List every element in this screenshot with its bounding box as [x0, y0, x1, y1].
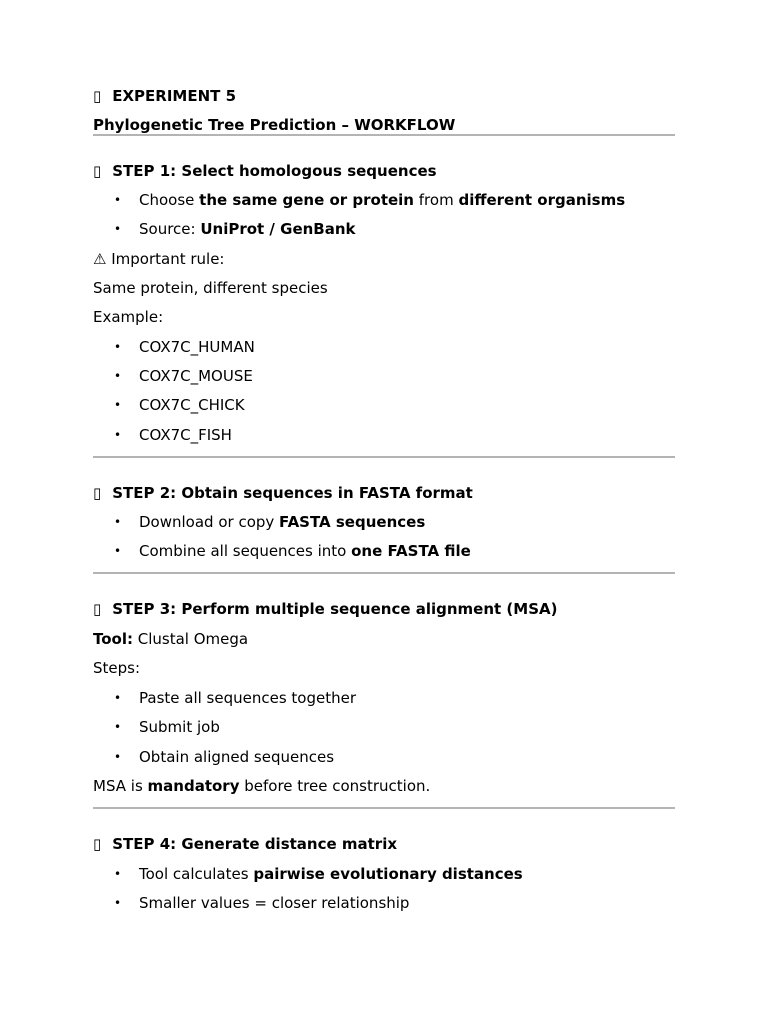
text-run: from [414, 191, 459, 209]
document-page [93, 87, 675, 912]
text-run: Choose [139, 191, 200, 209]
text-run: Source: [139, 220, 201, 238]
steps-label: Steps: [93, 659, 141, 677]
important-rule-text: Important rule: [106, 250, 225, 268]
list-item: • Obtain aligned sequences [93, 748, 675, 766]
list-item [93, 191, 675, 209]
placeholder-glyph-icon: ▯ [93, 835, 102, 853]
text-run-bold: pairwise evolutionary distances [253, 865, 523, 883]
list-item [93, 542, 675, 560]
list-item [93, 220, 675, 238]
list-item [93, 865, 675, 883]
msa-note [93, 777, 675, 795]
step3-heading [93, 600, 675, 618]
section-divider [93, 807, 675, 809]
step3-list [93, 689, 675, 766]
important-rule-label [93, 250, 675, 268]
text-run-bold: different organisms [458, 191, 626, 209]
section-divider [93, 134, 675, 136]
text-run: before tree construction. [239, 777, 431, 795]
text-run: Combine all sequences into [139, 542, 352, 560]
text-run-bold: FASTA sequences [279, 513, 426, 531]
step1-heading-text: STEP 1: Select homologous sequences [112, 162, 437, 180]
text-run: Download or copy [139, 513, 280, 531]
step1-list [93, 191, 675, 238]
step1-heading [93, 162, 675, 180]
list-item: • Submit job [93, 718, 675, 736]
step3-heading-text: STEP 3: Perform multiple sequence alignment (MSA) [112, 600, 558, 618]
step2-heading [93, 484, 675, 502]
list-item: • COX7C_FISH [93, 426, 675, 444]
step2-list [93, 513, 675, 560]
workflow-subtitle: Phylogenetic Tree Prediction – WORKFLOW [93, 116, 456, 134]
list-item [93, 513, 675, 531]
section-divider [93, 572, 675, 574]
text-run: Tool calculates [139, 865, 254, 883]
tool-value: Clustal Omega [133, 630, 249, 648]
section-divider [93, 456, 675, 458]
list-item: • COX7C_CHICK [93, 396, 675, 414]
text-run-bold: UniProt / GenBank [200, 220, 356, 238]
list-item: • COX7C_HUMAN [93, 338, 675, 356]
tool-line [93, 630, 675, 648]
step4-heading-text: STEP 4: Generate distance matrix [112, 835, 398, 853]
warning-icon: ⚠ [93, 250, 107, 268]
tool-label: Tool: [93, 630, 133, 648]
example-label: Example: [93, 308, 164, 326]
step2-heading-text: STEP 2: Obtain sequences in FASTA format [112, 484, 473, 502]
placeholder-glyph-icon: ▯ [93, 484, 102, 502]
step4-list [93, 865, 675, 912]
text-run-bold: one FASTA file [351, 542, 471, 560]
example-list [93, 338, 675, 444]
list-item: • COX7C_MOUSE [93, 367, 675, 385]
text-run: MSA is [93, 777, 148, 795]
list-item: • Smaller values = closer relationship [93, 894, 675, 912]
list-item: • Paste all sequences together [93, 689, 675, 707]
placeholder-glyph-icon: ▯ [93, 162, 102, 180]
important-rule-body: Same protein, different species [93, 279, 328, 297]
placeholder-glyph-icon: ▯ [93, 87, 102, 105]
text-run-bold: mandatory [147, 777, 240, 795]
experiment-label: EXPERIMENT 5 [112, 87, 237, 105]
placeholder-glyph-icon: ▯ [93, 600, 102, 618]
step4-heading [93, 835, 675, 853]
experiment-title [93, 87, 675, 105]
text-run-bold: the same gene or protein [199, 191, 414, 209]
